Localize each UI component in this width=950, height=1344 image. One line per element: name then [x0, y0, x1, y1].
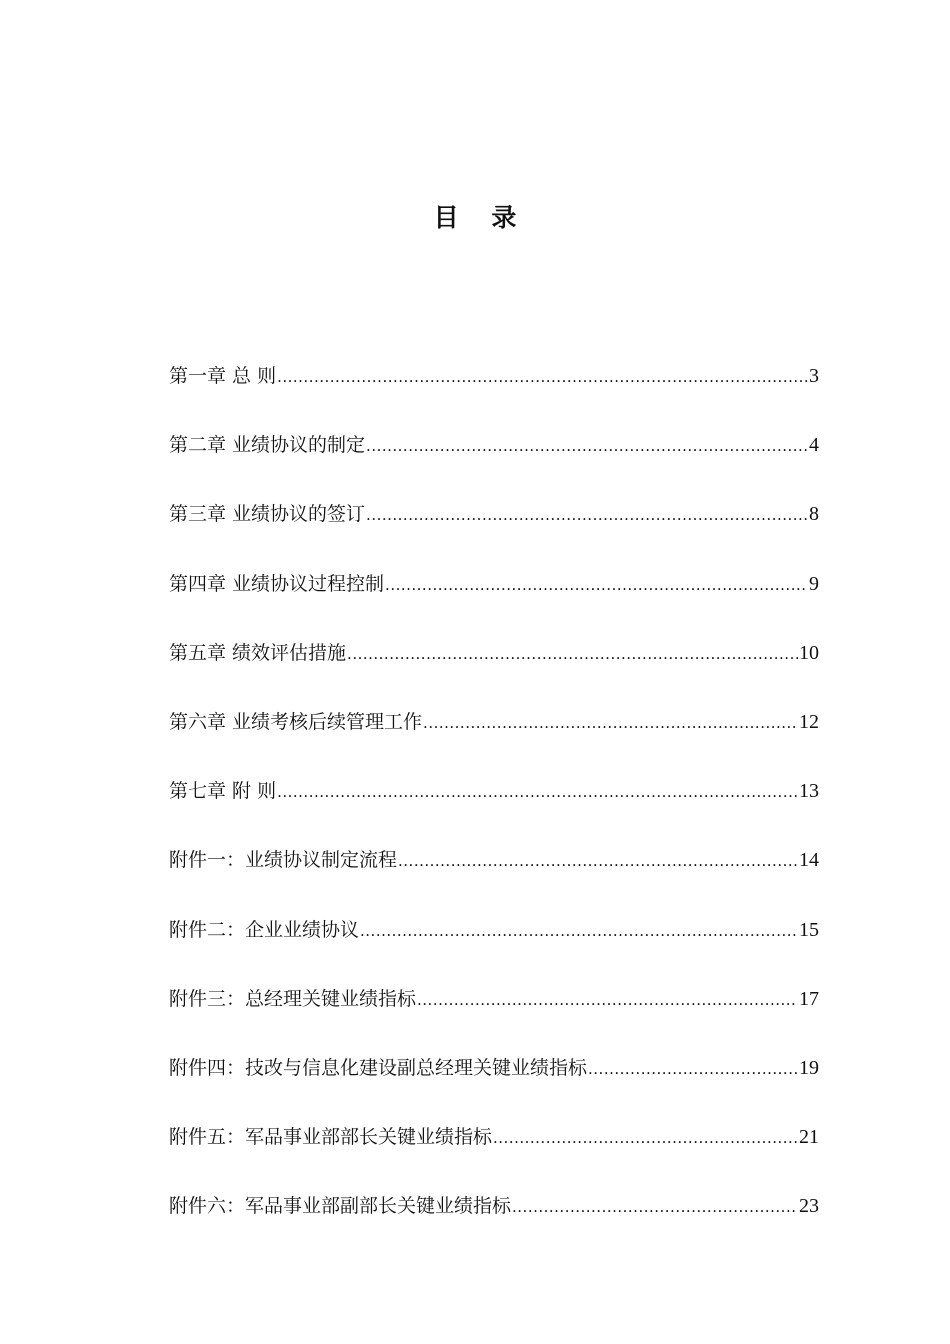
toc-entry-label: 第二章 业绩协议的制定	[169, 434, 366, 457]
toc-entry-6[interactable]	[169, 704, 819, 773]
toc-entry-label: 附件三：总经理关键业绩指标	[169, 987, 417, 1010]
toc-entry-2[interactable]	[169, 427, 819, 496]
toc-entry-4[interactable]	[169, 566, 819, 635]
toc-entry-page: 15	[799, 918, 819, 941]
toc-entry-12[interactable]	[169, 1119, 819, 1188]
toc-entry-13[interactable]	[169, 1188, 819, 1257]
toc-dot-leader	[398, 843, 798, 879]
toc-dot-leader	[366, 497, 808, 533]
toc-entry-label: 第一章 总 则	[169, 365, 277, 387]
toc-entry-page: 23	[799, 1195, 819, 1218]
toc-dot-leader	[385, 567, 808, 603]
toc-entry-page: 14	[799, 849, 819, 872]
toc-dot-leader	[417, 982, 798, 1018]
toc-dot-leader	[277, 359, 808, 395]
toc-entry-label: 第七章 附 则	[169, 780, 277, 803]
toc-entry-label: 附件二：企业业绩协议	[169, 918, 360, 941]
toc-entry-5[interactable]	[169, 635, 819, 704]
toc-dot-leader	[366, 428, 808, 464]
toc-entry-11[interactable]	[169, 1050, 819, 1119]
toc-entry-page: 3	[809, 365, 819, 387]
toc-entry-page: 8	[809, 503, 819, 526]
toc-entry-9[interactable]	[169, 912, 819, 981]
toc-entry-label: 第五章 绩效评估措施	[169, 641, 347, 664]
toc-entry-1[interactable]	[169, 358, 819, 427]
toc-entry-3[interactable]	[169, 496, 819, 565]
toc-dot-leader	[347, 636, 798, 672]
toc-dot-leader	[588, 1051, 798, 1087]
toc-dot-leader	[512, 1189, 798, 1225]
toc-entry-page: 13	[799, 780, 819, 803]
toc-dot-leader	[360, 913, 798, 949]
toc-entry-label: 附件五：军品事业部部长关键业绩指标	[169, 1126, 493, 1149]
toc-entry-page: 12	[799, 710, 819, 733]
toc-entry-page: 21	[799, 1126, 819, 1149]
toc-entry-label: 第四章 业绩协议过程控制	[169, 572, 385, 595]
toc-dot-leader	[423, 705, 798, 741]
toc-entry-8[interactable]	[169, 842, 819, 911]
toc-dot-leader	[277, 774, 798, 810]
toc-entry-label: 附件一：业绩协议制定流程	[169, 849, 398, 872]
toc-list	[169, 358, 819, 1257]
toc-entry-label: 附件六：军品事业部副部长关键业绩指标	[169, 1195, 512, 1218]
toc-entry-page: 10	[799, 641, 819, 664]
toc-entry-7[interactable]	[169, 773, 819, 842]
toc-entry-10[interactable]	[169, 981, 819, 1050]
toc-entry-page: 19	[799, 1056, 819, 1079]
toc-entry-label: 第三章 业绩协议的签订	[169, 503, 366, 526]
toc-entry-page: 4	[809, 434, 819, 457]
toc-title: 目 录	[433, 203, 529, 232]
toc-entry-page: 9	[809, 572, 819, 595]
toc-entry-label: 附件四：技改与信息化建设副总经理关键业绩指标	[169, 1056, 588, 1079]
toc-entry-label: 第六章 业绩考核后续管理工作	[169, 710, 423, 733]
toc-dot-leader	[493, 1120, 798, 1156]
toc-entry-page: 17	[799, 987, 819, 1010]
